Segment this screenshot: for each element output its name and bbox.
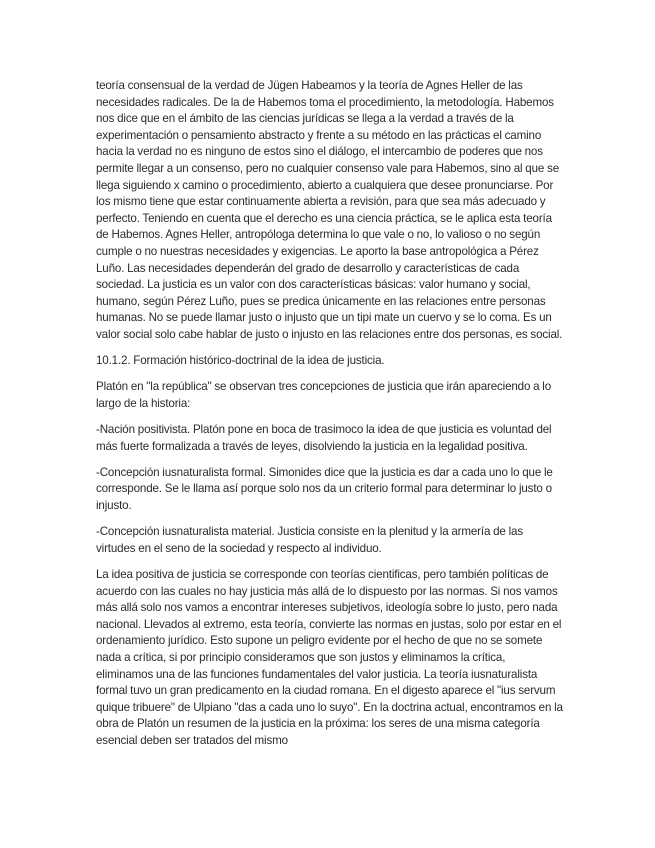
section-heading: 10.1.2. Formación histórico-doctrinal de la idea de justicia. <box>96 354 385 368</box>
paragraph-positive-justice: La idea positiva de justicia se corresponde con teorías cientificas, pero también políticas de acuerdo con las cuales no hay justicia más allá de lo dispuesto por las normas. Si nos vamos más allá solo nos vamos a encontrar intereses subjetivos, ideología sobre lo justo, pero nada nacional. Llevados al extremo, esta teoría, convierte las normas en justas, solo por estar en el ordenamiento jurídico. Esto supone un peligro evidente por el hecho de que no se somete nada a crítica, si por principio consideramos que son justos y eliminamos la crítica, eliminamos una de las funciones fundamentales del valor justicia. La teoría iusnaturalista formal tuvo un gran predicamento en la ciudad romana. En el digesto aparece el "ius servum quique tribuere" de Ulpiano "das a cada uno lo suyo". En la doctrina actual, encontramos en la obra de Platón un resumen de la justicia en la próxima: los seres de una misma categoría esencial deben ser tratados del mismo <box>96 568 563 747</box>
paragraph-material-natural-law: -Concepción iusnaturalista material. Justicia consiste en la plenitud y la armería de las virtudes en el seno de la sociedad y respecto al individuo. <box>96 525 523 555</box>
paragraph-formal-natural-law: -Concepción iusnaturalista formal. Simonides dice que la justicia es dar a cada uno lo que le corresponde. Se le llama así porque solo nos da un criterio formal para determinar lo justo o injusto. <box>96 465 553 513</box>
paragraph-plato-intro: Platón en "la república" se observan tres concepciones de justicia que irán apareciendo a lo largo de la historia: <box>96 380 552 410</box>
paragraph-positivist-conception: -Nación positivista. Platón pone en boca de trasimoco la idea de que justicia es voluntad del más fuerte formalizada a través de leyes, disolviendo la justicia en la legalidad positiva. <box>96 423 552 453</box>
paragraph-consensual-truth: teoría consensual de la verdad de Jügen Habeamos y la teoría de Agnes Heller de las necesidades radicales. De la de Habemos toma el procedimiento, la metodología. Habemos nos dice que en el ámbito de las ciencias jurídicas se llega a la verdad a través de la experimentación o pensamiento abstracto y frente a su método en las prácticas el camino hacia la verdad no es ninguno de estos sino el diálogo, el intercambio de poderes que nos permite llegar a un consenso, pero no cualquier consenso vale para Habemos, sino al que se llega siguiendo x camino o procedimiento, abierto a cualquiera que desee pronunciarse. Por los mismo tiene que estar continuamente abierta a revisión, para que sea más adecuado y perfecto. Teniendo en cuenta que el derecho es una ciencia práctica, se le aplica esta teoría de Habemos. Agnes Heller, antropóloga determina lo que vale o no, lo valioso o no según cumple o no nuestras necesidades y exigencias. Le aporto la base antropológica a Pérez Luño. Las necesidades dependerán del grado de desarrollo y características de cada sociedad. La justicia es un valor con dos características básicas: valor humano y social, humano, según Pérez Luño, pues se predica únicamente en las relaciones entre personas humanas. No se puede llamar justo o injusto que un tipi mate un cuervo y se lo coma. Es un valor social solo cabe hablar de justo o injusto en las relaciones entre dos personas, es social. <box>96 79 563 341</box>
